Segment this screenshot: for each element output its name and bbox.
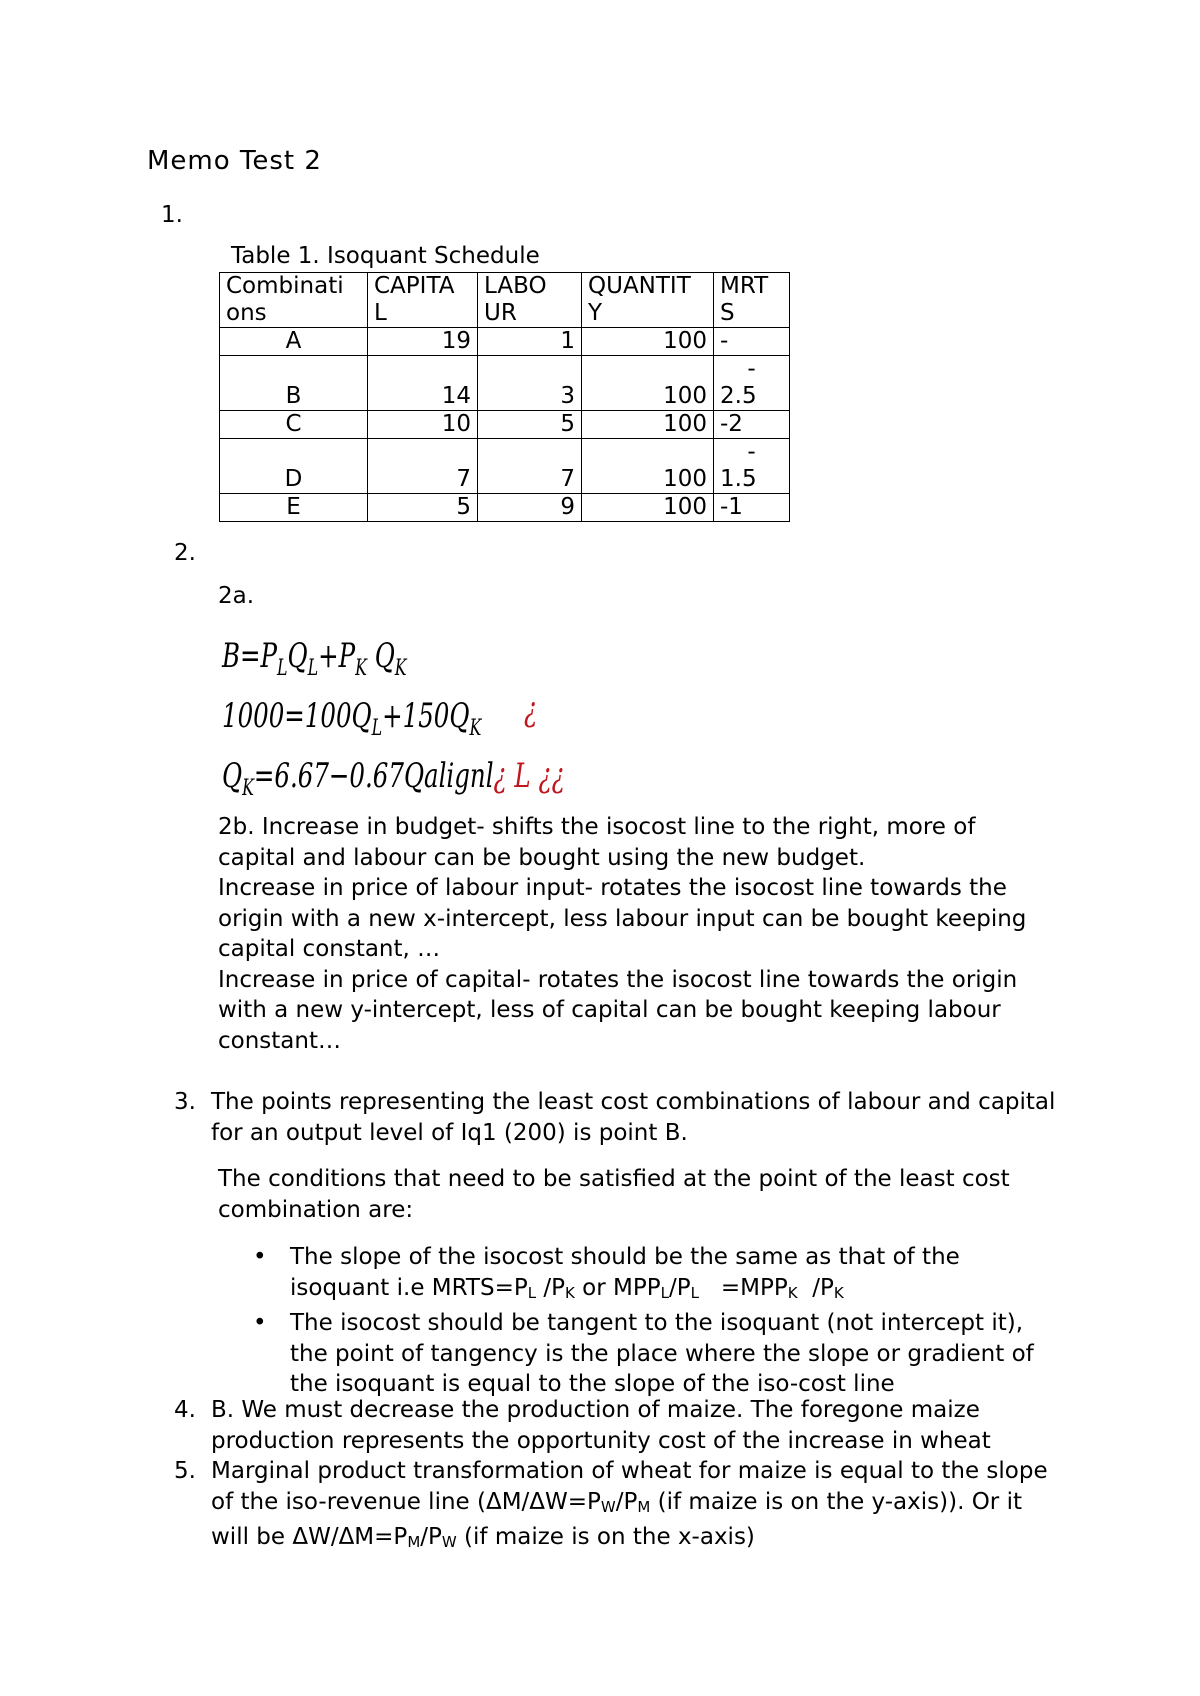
bullet-icon: • <box>253 1244 267 1270</box>
table-row <box>220 494 790 522</box>
cell-mrts: -1 <box>714 494 790 522</box>
text-line: capital and labour can be bought using the new budget. <box>218 844 866 871</box>
question-4-number: 4. <box>174 1397 196 1423</box>
list-item <box>253 1242 1170 1308</box>
text-line: capital constant, … <box>218 936 441 962</box>
text-line: constant… <box>218 1027 341 1054</box>
cell-capital: 14 <box>368 356 478 411</box>
cell-capital: 7 <box>368 439 478 494</box>
cell-combination: C <box>220 411 368 439</box>
text-line: The points representing the least cost combinations of labour and capital <box>211 1089 1056 1115</box>
answer-2b <box>218 812 1026 1056</box>
text-line: will be $\Delta W/\Delta M=P_M/P_W$ (if maize is on the x-axis) <box>211 1524 755 1551</box>
conditions-list <box>253 1242 1170 1400</box>
cell-mrts: - <box>714 328 790 356</box>
text-line: Increase in price of labour input- rotates the isocost line towards the <box>218 875 1007 901</box>
cell-quantity: 100 <box>582 439 714 494</box>
text-line: The conditions that need to be satisfied at the point of the least cost <box>218 1166 1010 1192</box>
cell-labour: 7 <box>478 439 582 494</box>
cell-mrts: - 2.5 <box>714 356 790 411</box>
answer-4 <box>211 1395 991 1456</box>
cell-combination: E <box>220 494 368 522</box>
text-line: The slope of the isocost should be the same as that of the <box>290 1244 960 1270</box>
equation-budget-values: $1000=100Q_L+150Q_K$ <box>222 696 482 741</box>
list-item <box>253 1308 1170 1400</box>
text-line: for an output level of Iq1 (200) is point B. <box>211 1119 688 1146</box>
equation-budget: $B=P_LQ_L+P_K$ $Q_K$ <box>222 636 407 681</box>
answer-3 <box>211 1087 1055 1148</box>
conditions-intro <box>218 1164 1010 1225</box>
cell-quantity: 100 <box>582 356 714 411</box>
cell-mrts: - 1.5 <box>714 439 790 494</box>
equation-error-glyph: ¿ <box>524 690 538 730</box>
text-line: The isocost should be tangent to the isoquant (not intercept it), <box>290 1310 1024 1336</box>
text-line: isoquant i.e $MRTS=P_L$ $/P_K$ or $MPP_L/P_L =MPP_K$ $/P_K$ <box>290 1274 844 1302</box>
text-line: combination are: <box>218 1196 414 1223</box>
text-line: Marginal product transformation of wheat for maize is equal to the slope <box>211 1458 1048 1484</box>
cell-capital: 10 <box>368 411 478 439</box>
question-5-number: 5. <box>174 1458 196 1484</box>
header-mrts: MRT S <box>714 273 790 328</box>
header-labour: LABO UR <box>478 273 582 328</box>
text-line: of the iso-revenue line ($\Delta M/\Delta W=P_W/P_M$ (if maize is on the y-axis)). Or it <box>211 1488 1022 1516</box>
table-row <box>220 411 790 439</box>
answer-5 <box>211 1456 1048 1558</box>
text-line: with a new y-intercept, less of capital can be bought keeping labour <box>218 997 1001 1023</box>
cell-labour: 5 <box>478 411 582 439</box>
header-combinations: Combinati ons <box>220 273 368 328</box>
cell-labour: 9 <box>478 494 582 522</box>
cell-quantity: 100 <box>582 494 714 522</box>
cell-combination: D <box>220 439 368 494</box>
question-1-number: 1. <box>161 202 183 228</box>
text-line: the isoquant is equal to the slope of the iso-cost line <box>290 1371 895 1397</box>
cell-labour: 3 <box>478 356 582 411</box>
equation-capital: $Q_K=6.67-0.67Qalignl¿$ L ¿¿ <box>222 756 565 801</box>
cell-labour: 1 <box>478 328 582 356</box>
cell-quantity: 100 <box>582 411 714 439</box>
cell-combination: B <box>220 356 368 411</box>
cell-mrts: -2 <box>714 411 790 439</box>
text-line: origin with a new x-intercept, less labour input can be bought keeping <box>218 905 1027 932</box>
table-row <box>220 356 790 411</box>
cell-capital: 19 <box>368 328 478 356</box>
text-line: production represents the opportunity cost of the increase in wheat <box>211 1427 991 1454</box>
text-line: Increase in price of capital- rotates the isocost line towards the origin <box>218 966 1018 993</box>
question-3-number: 3. <box>174 1089 196 1115</box>
bullet-icon: • <box>253 1310 267 1336</box>
cell-capital: 5 <box>368 494 478 522</box>
table-header-row <box>220 273 790 328</box>
question-2-number: 2. <box>174 540 196 566</box>
isoquant-table <box>219 272 790 522</box>
table-row <box>220 328 790 356</box>
label-2a: 2a. <box>218 583 255 609</box>
table-caption: Table 1. Isoquant Schedule <box>231 243 540 269</box>
page-title: Memo Test 2 <box>147 146 322 176</box>
text-line: 2b. Increase in budget- shifts the isocost line to the right, more of <box>218 814 976 840</box>
text-line: the point of tangency is the place where the slope or gradient of <box>290 1340 1034 1367</box>
text-line: B. We must decrease the production of maize. The foregone maize <box>211 1397 980 1423</box>
cell-quantity: 100 <box>582 328 714 356</box>
cell-combination: A <box>220 328 368 356</box>
header-capital: CAPITA L <box>368 273 478 328</box>
table-row <box>220 439 790 494</box>
header-quantity: QUANTIT Y <box>582 273 714 328</box>
